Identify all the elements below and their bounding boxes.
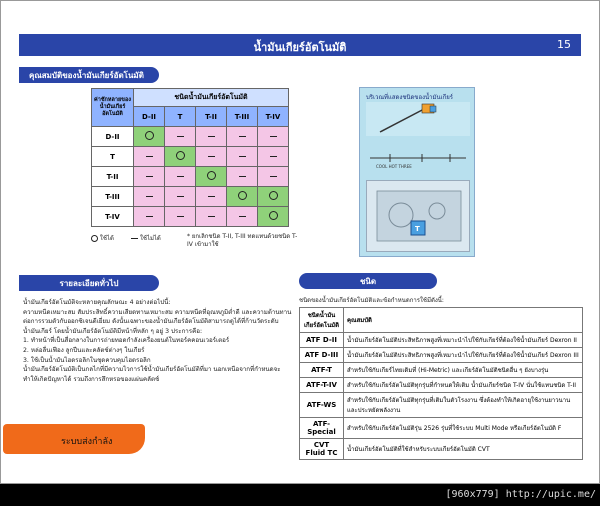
type-desc: สำหรับใช้กับเกียร์อัตโนมัติทุกรุ่นที่กำหนดให้เติม น้ำมันเกียร์ชนิด T-IV นั่นใช้แทนชนิด T-II bbox=[344, 378, 583, 393]
paragraph: น้ำมันเกียร์อัตโนมัติจะหลายคุณลักษณะ 4 อย่างต่อไปนี้: bbox=[23, 299, 171, 306]
dash-icon bbox=[146, 196, 153, 197]
types-header-name: ชนิดน้ำมันเกียร์อัตโนมัติ bbox=[300, 308, 344, 333]
picture-title: บริเวณที่แสดงชนิดของน้ำมันเกียร์ bbox=[366, 94, 453, 101]
compat-table bbox=[91, 88, 289, 227]
types-intro: ชนิดของน้ำมันเกียร์อัตโนมัติและข้อกำหนดการใช้มีดังนี้: bbox=[299, 297, 444, 304]
back-button-label: ระบบส่งกำลัง bbox=[61, 437, 113, 447]
incompatible-cell bbox=[165, 167, 196, 187]
circle-icon bbox=[238, 191, 247, 200]
circle-icon bbox=[145, 131, 154, 140]
incompatible-cell bbox=[134, 187, 165, 207]
incompatible-cell bbox=[227, 127, 258, 147]
circle-icon bbox=[176, 151, 185, 160]
back-button[interactable] bbox=[3, 424, 145, 454]
row-label: T-II bbox=[92, 167, 134, 187]
dash-icon bbox=[208, 136, 215, 137]
engine-icon bbox=[367, 181, 471, 253]
dash-icon bbox=[208, 196, 215, 197]
compatible-cell bbox=[196, 167, 227, 187]
list-item: 2. หล่อลื่นเฟือง ลูกปืนและคลัตช์ต่างๆ ในเกียร์ bbox=[23, 346, 145, 354]
section-title: ชนิด bbox=[359, 276, 377, 286]
compatible-cell bbox=[258, 207, 289, 227]
dipstick-badge: T bbox=[415, 225, 420, 233]
table-row bbox=[92, 187, 289, 207]
table-row bbox=[92, 207, 289, 227]
section-title: รายละเอียดทั่วไป bbox=[59, 278, 119, 288]
type-desc: สำหรับใช้กับเกียร์อัตโนมัติรุ่น 2526 รุ่นที่ใช้ระบบ Multi Mode หรือเกียร์อัตโนมัติ F bbox=[344, 418, 583, 439]
dash-icon bbox=[177, 216, 184, 217]
compatible-cell bbox=[134, 127, 165, 147]
section-title: คุณสมบัติของน้ำมันเกียร์อัตโนมัติ bbox=[29, 70, 144, 80]
incompatible-cell bbox=[196, 187, 227, 207]
dipstick-icon bbox=[366, 102, 470, 136]
table-row bbox=[92, 167, 289, 187]
circle-icon bbox=[207, 171, 216, 180]
incompatible-cell bbox=[227, 207, 258, 227]
compat-body bbox=[92, 127, 289, 227]
general-text bbox=[23, 298, 293, 384]
legend-not-use: ใช้ไม่ได้ bbox=[139, 235, 161, 242]
incompatible-cell bbox=[227, 147, 258, 167]
type-name: ATF-T-IV bbox=[300, 378, 344, 393]
compatible-cell bbox=[258, 187, 289, 207]
type-desc: สำหรับใช้กับเกียร์อัตโนมัติทุกรุ่นที่เติมในตัวโรงงาน ซึ่งต้องทำให้เกิดอายุใช้งานยาวนานและประหยัดพลังงาน bbox=[344, 393, 583, 418]
dipstick-scale-icon bbox=[366, 140, 470, 176]
table-row bbox=[300, 333, 583, 348]
type-name: ATF-Special bbox=[300, 418, 344, 439]
legend-use: ใช้ได้ bbox=[99, 235, 114, 242]
incompatible-cell bbox=[196, 127, 227, 147]
type-name: ATF-T bbox=[300, 363, 344, 378]
dash-icon bbox=[239, 216, 246, 217]
compatible-cell bbox=[227, 187, 258, 207]
dash-icon bbox=[131, 238, 138, 239]
types-table bbox=[299, 307, 583, 460]
incompatible-cell bbox=[165, 207, 196, 227]
list-item: 3. ใช้เป็นน้ำมันไฮดรอลิกในชุดควบคุมไฮดรอลิก bbox=[23, 356, 151, 364]
page-title: น้ำมันเกียร์อัตโนมัติ bbox=[253, 41, 347, 54]
incompatible-cell bbox=[227, 167, 258, 187]
footer-text: [960x779] http://upic.me/ bbox=[445, 489, 596, 500]
group-label: ชนิดน้ำมันเกียร์อัตโนมัติ bbox=[134, 89, 289, 107]
table-row bbox=[300, 363, 583, 378]
compatible-cell bbox=[165, 147, 196, 167]
table-row bbox=[300, 378, 583, 393]
corner-label: ค่าชักหลายของน้ำมันเกียร์อัตโนมัติ bbox=[92, 89, 134, 127]
row-label: D-II bbox=[92, 127, 134, 147]
type-name: CVT Fluid TC bbox=[300, 439, 344, 460]
dash-icon bbox=[146, 176, 153, 177]
paragraph: ความหนืดเหมาะสม สัมประสิทธิ์ความเสียดทานเหมาะสม ความหนืดที่อุณหภูมิต่ำดี และความต้านทานต่อการรวมตัวกับออกซิเจนดีเยี่ยม ดังนั้นเฉพาะของน้ำมันเกียร์อัตโนมัติสามารถดูได้ที่ก้านวัดระดับน้ำมันเกียร์ โดยน้ำมันเกียร์อัตโนมัติมีหน้าที่หลัก ๆ อยู่ 3 ประการคือ: bbox=[23, 308, 292, 335]
dash-icon bbox=[270, 156, 277, 157]
dash-icon bbox=[208, 156, 215, 157]
type-name: ATF D-II bbox=[300, 333, 344, 348]
legend-note: * ยกเลิกชนิด T-II, T-III ทดแทนด้วยชนิด T-IV เข้ามาใช้ bbox=[187, 233, 298, 248]
header-bar bbox=[19, 34, 581, 56]
page-number: 15 bbox=[557, 38, 571, 51]
row-label: T-IV bbox=[92, 207, 134, 227]
incompatible-cell bbox=[134, 147, 165, 167]
incompatible-cell bbox=[196, 207, 227, 227]
dash-icon bbox=[177, 176, 184, 177]
dash-icon bbox=[177, 136, 184, 137]
table-row bbox=[300, 393, 583, 418]
dash-icon bbox=[239, 156, 246, 157]
engine-illustration bbox=[366, 180, 470, 252]
section-heading-types bbox=[299, 273, 437, 289]
type-desc: น้ำมันเกียร์อัตโนมัติประสิทธิภาพสูงที่เหมาะนำไปใช้กับเกียร์ที่ต้องใช้น้ำมันเกียร์ Dexron III bbox=[344, 348, 583, 363]
table-row bbox=[92, 147, 289, 167]
incompatible-cell bbox=[196, 147, 227, 167]
table-row bbox=[300, 418, 583, 439]
row-label: T-III bbox=[92, 187, 134, 207]
types-body bbox=[300, 333, 583, 460]
type-desc: สำหรับใช้กับเกียร์ไทยเดิมที่ (Hi-Metric) และเกียร์อัตโนมัติชนิดอื่น ๆ ยังบางรุ่น bbox=[344, 363, 583, 378]
column-header: T bbox=[165, 107, 196, 127]
section-heading-properties bbox=[19, 67, 159, 83]
circle-icon bbox=[269, 191, 278, 200]
incompatible-cell bbox=[258, 127, 289, 147]
column-header: T-IV bbox=[258, 107, 289, 127]
incompatible-cell bbox=[258, 147, 289, 167]
column-header: T-III bbox=[227, 107, 258, 127]
dash-icon bbox=[146, 156, 153, 157]
dash-icon bbox=[208, 216, 215, 217]
table-row bbox=[300, 348, 583, 363]
incompatible-cell bbox=[165, 127, 196, 147]
table-row bbox=[300, 439, 583, 460]
incompatible-cell bbox=[134, 167, 165, 187]
dipstick-picture bbox=[359, 87, 475, 257]
incompatible-cell bbox=[165, 187, 196, 207]
types-header-desc: คุณสมบัติ bbox=[344, 308, 583, 333]
row-label: T bbox=[92, 147, 134, 167]
legend bbox=[91, 233, 161, 243]
type-desc: น้ำมันเกียร์อัตโนมัติที่ใช้สำหรับระบบเกียร์อัตโนมัติ CVT bbox=[344, 439, 583, 460]
dash-icon bbox=[270, 176, 277, 177]
incompatible-cell bbox=[134, 207, 165, 227]
column-header: D-II bbox=[134, 107, 165, 127]
circle-icon bbox=[269, 211, 278, 220]
dash-icon bbox=[146, 216, 153, 217]
circle-icon bbox=[91, 235, 98, 242]
dipstick-labels: COOL HOT THREE bbox=[376, 164, 412, 169]
table-row bbox=[92, 127, 289, 147]
paragraph: น้ำมันเกียร์อัตโนมัติเป็นกลไกที่มีความไวการใช้น้ำมันเกียร์อัตโนมัติที่มา นอกเหนือจากที่กำหนดจะทำให้เกิดปัญหาได้ รวมถึงการสึกหรอของแผ่นคลัตช์ bbox=[23, 366, 281, 383]
column-header: T-II bbox=[196, 107, 227, 127]
list-item: 1. ทำหน้าที่เป็นสื่อกลางในการถ่ายทอดกำลังเครื่องยนต์ในทอร์คคอนเวอร์เตอร์ bbox=[23, 337, 230, 345]
type-name: ATF-WS bbox=[300, 393, 344, 418]
type-desc: น้ำมันเกียร์อัตโนมัติประสิทธิภาพสูงที่เหมาะนำไปใช้กับเกียร์ที่ต้องใช้น้ำมันเกียร์ Dexron II bbox=[344, 333, 583, 348]
dipstick-illustration bbox=[366, 102, 470, 136]
dash-icon bbox=[239, 176, 246, 177]
type-name: ATF D-III bbox=[300, 348, 344, 363]
dash-icon bbox=[177, 196, 184, 197]
dash-icon bbox=[270, 136, 277, 137]
incompatible-cell bbox=[258, 167, 289, 187]
section-heading-general bbox=[19, 275, 159, 291]
dash-icon bbox=[239, 136, 246, 137]
